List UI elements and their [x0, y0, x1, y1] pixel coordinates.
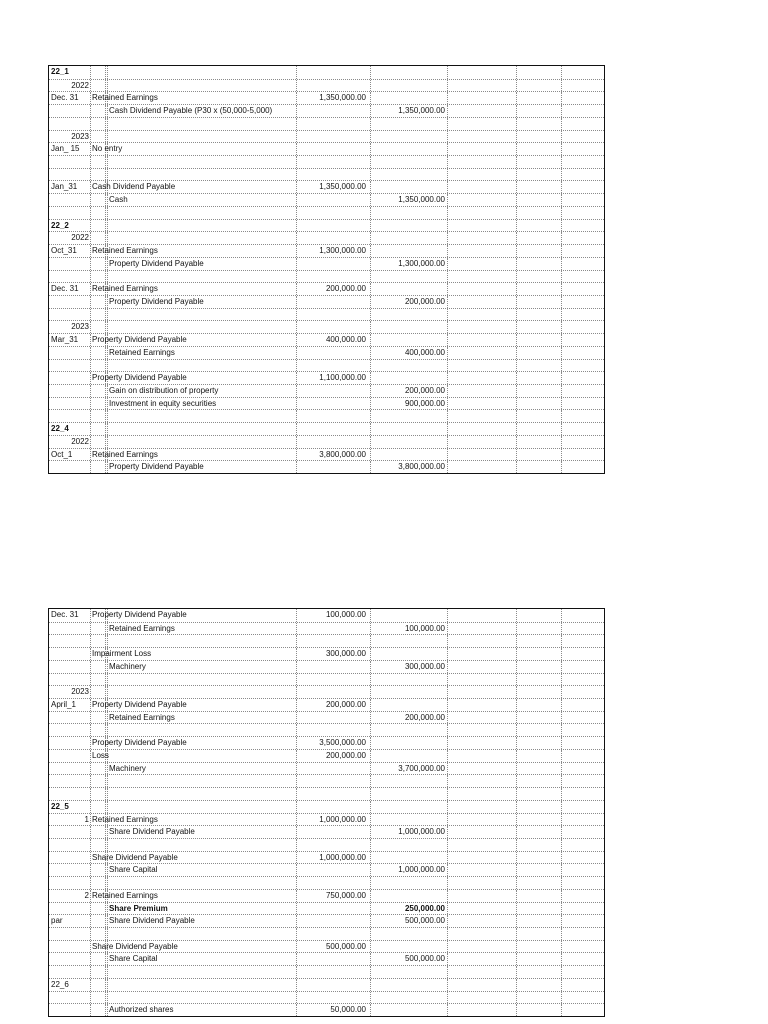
ledger-row — [49, 889, 604, 902]
ledger-row — [49, 206, 604, 219]
ledger-row — [49, 927, 604, 940]
ledger-row — [49, 952, 604, 965]
account-debit-name: Retained Earnings — [92, 449, 158, 459]
debit-amount: 1,300,000.00 — [319, 246, 366, 256]
ledger-row — [49, 460, 604, 473]
entry-date: Dec. 31 — [51, 93, 79, 103]
ledger-row — [49, 104, 604, 117]
account-credit-name: Share Dividend Payable — [109, 916, 195, 926]
ledger-row — [49, 142, 604, 155]
debit-amount: 400,000.00 — [325, 335, 366, 345]
entry-date: 2023 — [71, 131, 89, 141]
account-debit-name: Retained Earnings — [92, 814, 158, 824]
account-credit-name: Cash — [109, 195, 128, 205]
account-debit-name: Retained Earnings — [92, 246, 158, 256]
debit-amount: 200,000.00 — [325, 284, 366, 294]
entry-date: April_1 — [51, 700, 76, 710]
account-debit-name: No entry — [92, 144, 123, 154]
entry-date: 2022 — [71, 233, 89, 243]
ledger-row — [49, 66, 604, 79]
credit-amount: 1,350,000.00 — [398, 106, 445, 116]
debit-amount: 1,350,000.00 — [319, 182, 366, 192]
account-credit-name: Cash Dividend Payable (P30 x (50,000-5,000) — [109, 106, 273, 116]
account-credit-name: Property Dividend Payable — [109, 462, 204, 472]
account-debit-name: Share Dividend Payable — [92, 941, 178, 951]
ledger-row — [49, 634, 604, 647]
account-credit-name: Retained Earnings — [109, 712, 175, 722]
account-debit-name: Share Dividend Payable — [92, 852, 178, 862]
account-credit-name: Gain on distribution of property — [109, 385, 219, 395]
account-credit-name: Share Premium — [109, 903, 168, 913]
entry-date: Dec. 31 — [51, 610, 79, 619]
ledger-row — [49, 448, 604, 461]
entry-date: 1 — [84, 814, 89, 824]
account-credit-name: Share Capital — [109, 865, 158, 875]
account-credit-name: Machinery — [109, 661, 146, 671]
debit-amount: 1,100,000.00 — [319, 373, 366, 383]
entry-date: 2023 — [71, 687, 89, 697]
ledger-row — [49, 359, 604, 372]
entry-date: 22_2 — [51, 220, 69, 230]
account-debit-name: Retained Earnings — [92, 284, 158, 294]
journal-table-2 — [48, 608, 605, 1017]
ledger-row — [49, 736, 604, 749]
account-debit-name: Property Dividend Payable — [92, 700, 187, 710]
ledger-row — [49, 180, 604, 193]
credit-amount: 250,000.00 — [404, 903, 445, 913]
ledger-row — [49, 978, 604, 991]
credit-amount: 500,000.00 — [404, 916, 445, 926]
credit-amount: 1,300,000.00 — [398, 258, 445, 268]
ledger-row — [49, 838, 604, 851]
ledger-row — [49, 435, 604, 448]
entry-date: Jan_31 — [51, 182, 78, 192]
ledger-row — [49, 876, 604, 889]
account-debit-name: Retained Earnings — [92, 890, 158, 900]
ledger-row — [49, 851, 604, 864]
ledger-row — [49, 723, 604, 736]
credit-amount: 3,800,000.00 — [398, 462, 445, 472]
credit-amount: 200,000.00 — [404, 385, 445, 395]
ledger-row — [49, 609, 604, 622]
account-debit-name: Loss — [92, 750, 109, 760]
ledger-row — [49, 409, 604, 422]
ledger-row — [49, 698, 604, 711]
ledger-row — [49, 257, 604, 270]
account-credit-name: Property Dividend Payable — [109, 296, 204, 306]
entry-date: Oct_31 — [51, 246, 77, 256]
ledger-row — [49, 397, 604, 410]
credit-amount: 900,000.00 — [404, 398, 445, 408]
account-credit-name: Share Capital — [109, 954, 158, 964]
ledger-row — [49, 231, 604, 244]
credit-amount: 100,000.00 — [404, 623, 445, 633]
ledger-row — [49, 762, 604, 775]
entry-date: 22_1 — [51, 67, 69, 76]
credit-amount: 3,700,000.00 — [398, 763, 445, 773]
account-debit-name: Property Dividend Payable — [92, 610, 187, 619]
entry-date: Dec. 31 — [51, 284, 79, 294]
ledger-row — [49, 244, 604, 257]
ledger-row — [49, 168, 604, 181]
entry-date: Mar_31 — [51, 335, 79, 345]
ledger-row — [49, 711, 604, 724]
ledger-row — [49, 622, 604, 635]
credit-amount: 1,000,000.00 — [398, 827, 445, 837]
account-credit-name: Machinery — [109, 763, 146, 773]
ledger-row — [49, 863, 604, 876]
ledger-row — [49, 673, 604, 686]
debit-amount: 300,000.00 — [325, 649, 366, 659]
account-debit-name: Cash Dividend Payable — [92, 182, 176, 192]
ledger-row — [49, 193, 604, 206]
ledger-row — [49, 774, 604, 787]
account-debit-name: Property Dividend Payable — [92, 738, 187, 748]
entry-date: 22_4 — [51, 424, 69, 434]
debit-amount: 500,000.00 — [325, 941, 366, 951]
account-credit-name: Property Dividend Payable — [109, 258, 204, 268]
ledger-row — [49, 749, 604, 762]
ledger-row — [49, 384, 604, 397]
debit-amount: 50,000.00 — [330, 1005, 366, 1015]
ledger-row — [49, 346, 604, 359]
account-debit-name: Property Dividend Payable — [92, 335, 187, 345]
debit-amount: 3,800,000.00 — [319, 449, 366, 459]
ledger-row — [49, 79, 604, 92]
debit-amount: 750,000.00 — [325, 890, 366, 900]
debit-amount: 1,000,000.00 — [319, 814, 366, 824]
entry-date: 2022 — [71, 80, 89, 90]
account-debit-name: Retained Earnings — [92, 93, 158, 103]
account-credit-name: Retained Earnings — [109, 347, 175, 357]
entry-date: Oct_1 — [51, 449, 73, 459]
debit-amount: 1,350,000.00 — [319, 93, 366, 103]
ledger-row — [49, 914, 604, 927]
journal-table-1 — [48, 65, 605, 474]
ledger-row — [49, 1003, 604, 1016]
ledger-row — [49, 308, 604, 321]
debit-amount: 3,500,000.00 — [319, 738, 366, 748]
credit-amount: 1,000,000.00 — [398, 865, 445, 875]
entry-date: Jan_ 15 — [51, 144, 80, 154]
entry-date: 2022 — [71, 436, 89, 446]
credit-amount: 500,000.00 — [404, 954, 445, 964]
ledger-row — [49, 91, 604, 104]
entry-date: 22_6 — [51, 979, 69, 989]
ledger-row — [49, 813, 604, 826]
debit-amount: 1,000,000.00 — [319, 852, 366, 862]
ledger-row — [49, 219, 604, 232]
credit-amount: 200,000.00 — [404, 296, 445, 306]
account-credit-name: Investment in equity securities — [109, 398, 217, 408]
ledger-row — [49, 130, 604, 143]
entry-date: 2023 — [71, 322, 89, 332]
entry-date: 22_5 — [51, 801, 69, 811]
ledger-row — [49, 117, 604, 130]
ledger-row — [49, 940, 604, 953]
ledger-row — [49, 902, 604, 915]
credit-amount: 400,000.00 — [404, 347, 445, 357]
ledger-row — [49, 825, 604, 838]
account-credit-name: Share Dividend Payable — [109, 827, 195, 837]
ledger-row — [49, 270, 604, 283]
credit-amount: 300,000.00 — [404, 661, 445, 671]
debit-amount: 200,000.00 — [325, 700, 366, 710]
ledger-row — [49, 320, 604, 333]
ledger-row — [49, 800, 604, 813]
ledger-row — [49, 371, 604, 384]
account-debit-name: Impairment Loss — [92, 649, 152, 659]
account-credit-name: Retained Earnings — [109, 623, 175, 633]
ledger-row — [49, 422, 604, 435]
credit-amount: 1,350,000.00 — [398, 195, 445, 205]
credit-amount: 200,000.00 — [404, 712, 445, 722]
ledger-row — [49, 685, 604, 698]
account-credit-name: Authorized shares — [109, 1005, 174, 1015]
entry-date: 2 — [84, 890, 89, 900]
debit-amount: 200,000.00 — [325, 750, 366, 760]
ledger-row — [49, 282, 604, 295]
ledger-row — [49, 787, 604, 800]
ledger-row — [49, 660, 604, 673]
ledger-row — [49, 965, 604, 978]
ledger-row — [49, 647, 604, 660]
debit-amount: 100,000.00 — [325, 610, 366, 619]
ledger-row — [49, 333, 604, 346]
ledger-row — [49, 295, 604, 308]
entry-date: par — [51, 916, 63, 926]
account-debit-name: Property Dividend Payable — [92, 373, 187, 383]
ledger-row — [49, 155, 604, 168]
ledger-row — [49, 991, 604, 1004]
